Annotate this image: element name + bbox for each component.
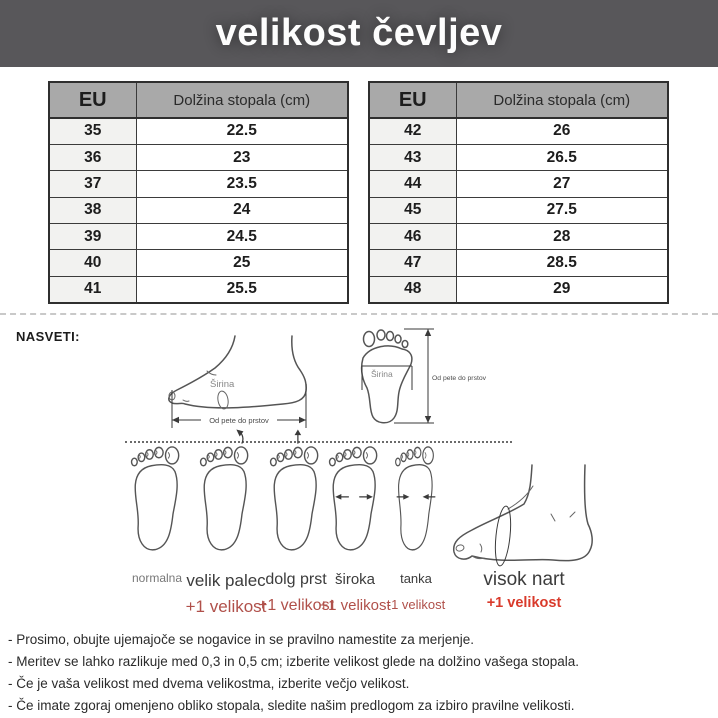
foot-normal-illustration [124,429,190,560]
table-row [49,276,348,302]
length-cell: 25 [136,250,348,276]
length-cell: 29 [456,276,668,302]
table-row [369,250,668,276]
top-foot-measurement-illustration [356,324,487,426]
note-line: - Če je vaša velikost med dvema velikostma, izberite večjo velikost. [8,676,410,691]
length-cell: 24.5 [136,224,348,250]
length-column-header: Dolžina stopala (cm) [136,82,348,118]
eu-column-header: EU [49,82,136,118]
foot-long-toe-illustration [263,429,329,560]
length-cell: 27 [456,171,668,197]
table-row [49,171,348,197]
table-row [369,197,668,223]
width-measure-label: Širina [210,379,235,390]
length-cell: 27.5 [456,197,668,223]
eu-cell: 45 [369,197,456,223]
length-cell: 26 [456,118,668,144]
foot-narrow-illustration [383,429,449,560]
foot-wide-illustration [322,429,388,560]
eu-cell: 47 [369,250,456,276]
width-measure-label: Širina [371,369,393,379]
note-line: - Prosimo, obujte ujemajoče se nogavice in se pravilno namestite za merjenje. [8,632,474,647]
length-cell: 28 [456,224,668,250]
eu-cell: 39 [49,224,136,250]
foot-type-label: dolg prst [265,571,327,588]
eu-cell: 35 [49,118,136,144]
table-row [369,171,668,197]
length-measure-label: Od pete do prstov [432,375,487,382]
note-line: - Meritev se lahko razlikuje med 0,3 in 0,5 cm; izberite velikost glede na dolžino vašega stopala. [8,654,580,669]
table-row [49,197,348,223]
eu-cell: 48 [369,276,456,302]
length-cell: 26.5 [456,144,668,170]
length-cell: 22.5 [136,118,348,144]
size-adjustment-label: +1 velikost [185,597,267,616]
foot-type-label: tanka [400,571,432,586]
side-foot-measurement-illustration [163,334,315,434]
tips-label: NASVETI: [16,329,80,344]
length-cell: 28.5 [456,250,668,276]
eu-cell: 43 [369,144,456,170]
length-cell: 23.5 [136,171,348,197]
foot-high-instep-illustration [448,462,598,567]
table-row [49,144,348,170]
page-header [0,0,718,67]
foot-type-label: visok nart [483,569,565,590]
table-row [369,276,668,302]
size-adjustment-label: +1 velikost [257,597,335,614]
eu-cell: 36 [49,144,136,170]
eu-cell: 40 [49,250,136,276]
foot-type-label: normalna [131,571,183,585]
length-measure-label: Od pete do prstov [209,416,269,425]
eu-column-header: EU [369,82,456,118]
note-line: - Če imate zgoraj omenjeno obliko stopala, sledite našim predlogom za izbiro pravilne velikosti. [8,698,575,713]
table-row [369,118,668,144]
length-cell: 25.5 [136,276,348,302]
table-row [49,118,348,144]
size-adjustment-label: -1 velikost [386,597,446,612]
foot-type-label: velik palec [186,571,266,590]
length-cell: 23 [136,144,348,170]
table-header-row [49,82,348,118]
length-column-header: Dolžina stopala (cm) [456,82,668,118]
table-header-row [369,82,668,118]
eu-cell: 38 [49,197,136,223]
page-title: velikost čevljev [215,12,503,54]
eu-cell: 41 [49,276,136,302]
size-adjustment-label: +1 velikost [486,595,562,611]
table-row [369,144,668,170]
table-row [369,224,668,250]
eu-cell: 37 [49,171,136,197]
size-adjustment-label: +1 velikost [319,597,391,614]
table-row [49,250,348,276]
foot-big-toe-illustration [193,429,259,560]
size-table-eu-35-41 [48,81,349,304]
measurement-notes [8,629,713,717]
size-table-eu-42-48 [368,81,669,304]
table-row [49,224,348,250]
eu-cell: 42 [369,118,456,144]
foot-type-label: široka [334,571,376,588]
eu-cell: 46 [369,224,456,250]
length-cell: 24 [136,197,348,223]
eu-cell: 44 [369,171,456,197]
section-divider [0,313,718,315]
